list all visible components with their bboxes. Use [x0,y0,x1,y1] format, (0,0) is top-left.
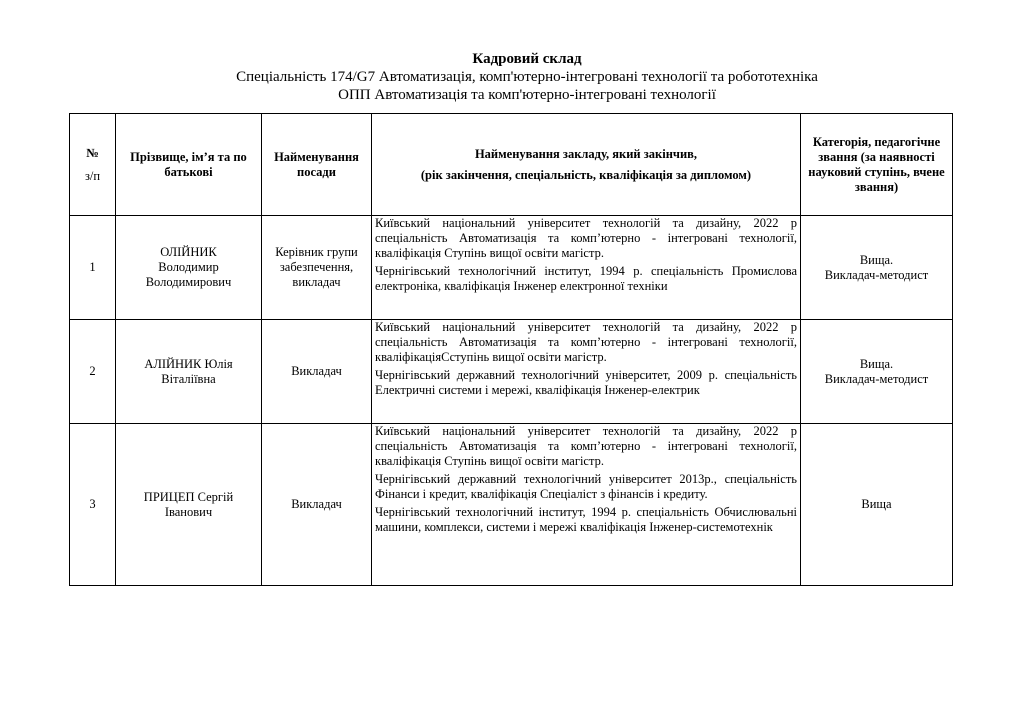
education-entry: Чернігівський технологічний інститут, 1994 р. спеціальність Обчислювальні машини, комплекси, системи і мережі кваліфікація Інженер-системотехнік [375,505,797,534]
education-entry: Чернігівський державний технологічний університет 2013р., спеціальність Фінанси і кредит, кваліфікація Спеціаліст з фінансів і кредиту. [375,472,797,501]
title-block [0,50,1024,104]
table-row [70,424,953,586]
row-number: 1 [70,216,116,320]
staff-name-line: ПРИЦЕП Сергій [143,489,234,504]
staff-name-line: АЛІЙНИК Юлія [144,356,233,371]
row-number: 2 [70,320,116,424]
header-position: Найменування посади [262,114,372,216]
staff-name [116,424,262,586]
staff-name-line: ОЛІЙНИК [160,245,217,259]
staff-position: Керівник групи забезпечення, викладач [262,216,372,320]
header-number [70,114,116,216]
specialty-line: Спеціальність 174/G7 Автоматизація, комп'ютерно-інтегровані технології та робототехніка [236,69,818,85]
staff-education [372,424,801,586]
staff-table [69,113,953,586]
staff-name [116,320,262,424]
education-entry: Київський національний університет технологій та дизайну, 2022 р спеціальність Автоматизація та комп’ютерно - інтегровані технології, кваліфікація Ступінь вищої освіти магістр. [375,216,797,260]
education-entry: Чернігівський державний технологічний університет, 2009 р. спеціальність Електричні системи і мережі, кваліфікація Інженер-електрик [375,368,797,397]
staff-name [116,216,262,320]
staff-education [372,216,801,320]
education-entry: Київський національний університет технологій та дизайну, 2022 р спеціальність Автоматизація та комп’ютерно - інтегровані технології, кваліфікаціяСступінь вищої освіти магістр. [375,320,797,364]
category-line: Вища. [859,252,894,267]
category-line: Викладач-методист [824,267,929,282]
header-name: Прізвище, ім’я та по батькові [116,114,262,216]
staff-category [801,320,953,424]
table-row [70,216,953,320]
staff-position: Викладач [262,424,372,586]
page-title: Кадровий склад [472,51,582,67]
table-header-row [70,114,953,216]
header-education [372,114,801,216]
staff-name-line: Володимирович [145,275,232,289]
table-row [70,320,953,424]
education-entry: Чернігівський технологічний інститут, 1994 р. спеціальність Промислова електроніка, кваліфікація Інженер електронної техніки [375,264,797,293]
category-line: Вища. [859,356,894,371]
program-line: ОПП Автоматизація та комп'ютерно-інтегровані технології [338,87,716,103]
row-number: 3 [70,424,116,586]
category-line: Викладач-методист [824,371,929,386]
header-category: Категорія, педагогічне звання (за наявності науковий ступінь, вчене звання) [801,114,953,216]
staff-category [801,216,953,320]
header-education-line2: (рік закінчення, спеціальність, кваліфікація за дипломом) [420,167,752,182]
staff-education [372,320,801,424]
staff-category [801,424,953,586]
education-entry: Київський національний університет технологій та дизайну, 2022 р спеціальність Автоматизація та комп’ютерно - інтегровані технології, кваліфікація Ступінь вищої освіти магістр. [375,424,797,468]
staff-position: Викладач [262,320,372,424]
staff-name-line: Володимир [158,260,219,274]
header-education-line1: Найменування закладу, який закінчив, [474,146,698,161]
header-number-abbr: з/п [84,168,101,183]
category-line: Вища [861,497,892,511]
staff-name-line: Іванович [164,504,213,519]
header-number-symbol: № [86,145,99,160]
staff-name-line: Віталіївна [161,371,216,386]
